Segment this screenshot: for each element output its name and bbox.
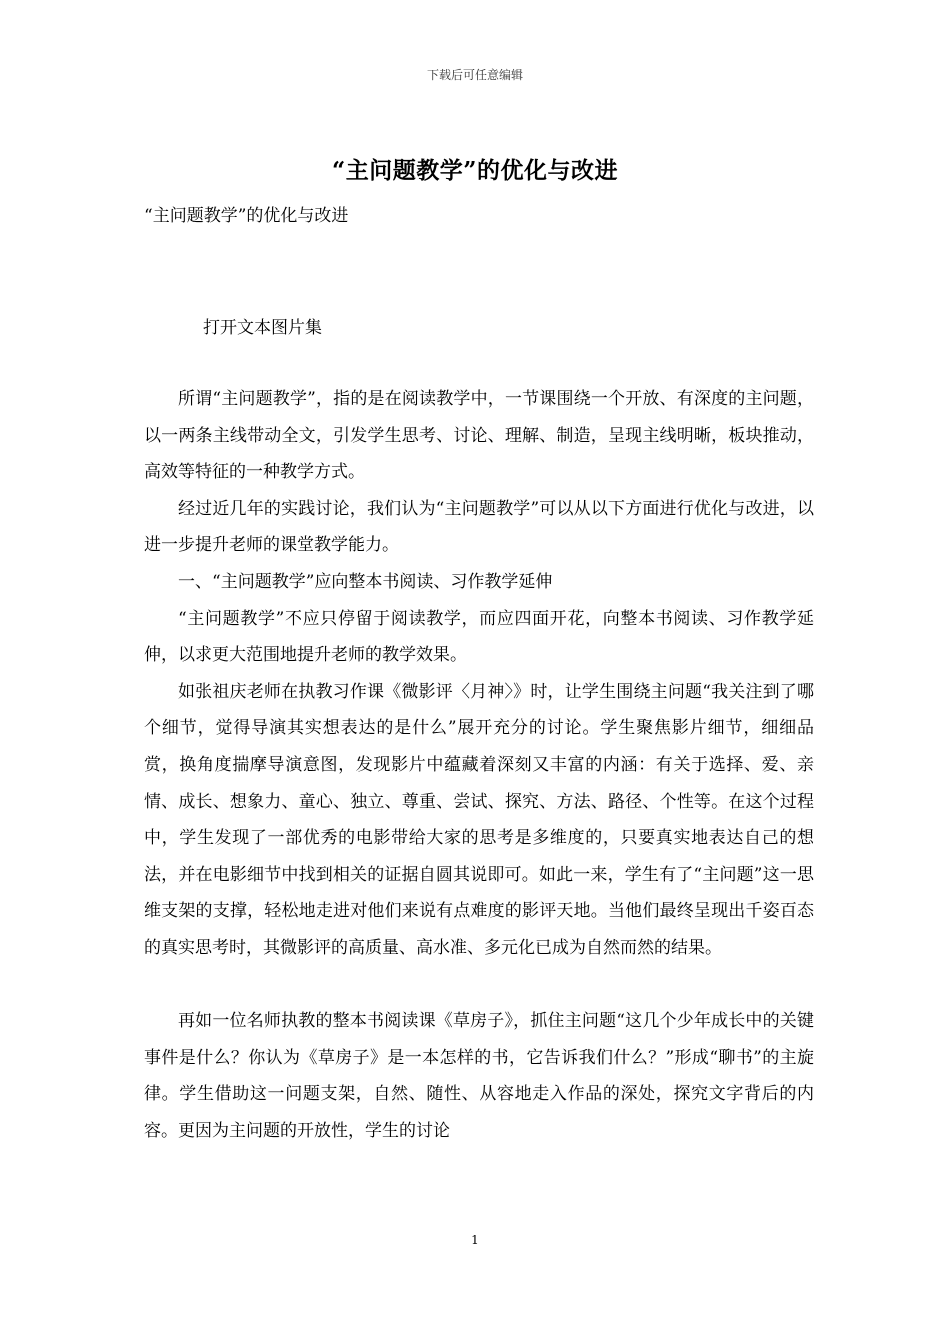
paragraph: 再如一位名师执教的整本书阅读课《草房子》，抓住主问题“这几个少年成长中的关键事件是什么？你认为《草房子》是一本怎样的书，它告诉我们什么？”形成“聊书”的主旋律。学生借助这一问题支架，自然、随性、从容地走入作品的深处，探究文字背后的内容。更因为主问题的开放性，学生的讨论 [144, 1011, 814, 1141]
paragraph: 如张祖庆老师在执教习作课《微影评〈月神〉》时，让学生围绕主问题“我关注到了哪个细节，觉得导演其实想表达的是什么”展开充分的讨论。学生聚焦影片细节，细细品赏，换角度揣摩导演意图，发现影片中蕴藏着深刻又丰富的内涵：有关于选择、爱、亲情、成长、想象力、童心、独立、尊重、尝试、探究、方法、路径、个性等。在这个过程中，学生发现了一部优秀的电影带给大家的思考是多维度的，只要真实地表达自己的想法，并在电影细节中找到相关的证据自圆其说即可。如此一来，学生有了“主问题”这一思维支架的支撑，轻松地走进对他们来说有点难度的影评天地。当他们最终呈现出千姿百态的真实思考时，其微影评的高质量、高水准、多元化已成为自然而然的结果。 [144, 681, 814, 958]
page-header: 下载后可任意编辑 [426, 68, 523, 82]
open-image-gallery-link[interactable]: 打开文本图片集 [203, 318, 322, 338]
paragraph: “主问题教学”不应只停留于阅读教学，而应四面开花，向整本书阅读、习作教学延伸，以求更大范围地提升老师的教学效果。 [144, 608, 814, 666]
page-number: 1 [471, 1233, 479, 1247]
paragraph: 所谓“主问题教学”，指的是在阅读教学中，一节课围绕一个开放、有深度的主问题，以一两条主线带动全文，引发学生思考、讨论、理解、制造，呈现主线明晰，板块推动，高效等特征的一种教学方式。 [144, 389, 814, 483]
article-body [144, 381, 814, 1149]
section-heading: 一、“主问题教学”应向整本书阅读、习作教学延伸 [178, 571, 553, 592]
document-subtitle: “主问题教学”的优化与改进 [144, 206, 349, 226]
paragraph: 经过近几年的实践讨论，我们认为“主问题教学”可以从以下方面进行优化与改进，以进一步提升老师的课堂教学能力。 [144, 498, 814, 556]
document-title: “主问题教学”的优化与改进 [332, 157, 618, 184]
